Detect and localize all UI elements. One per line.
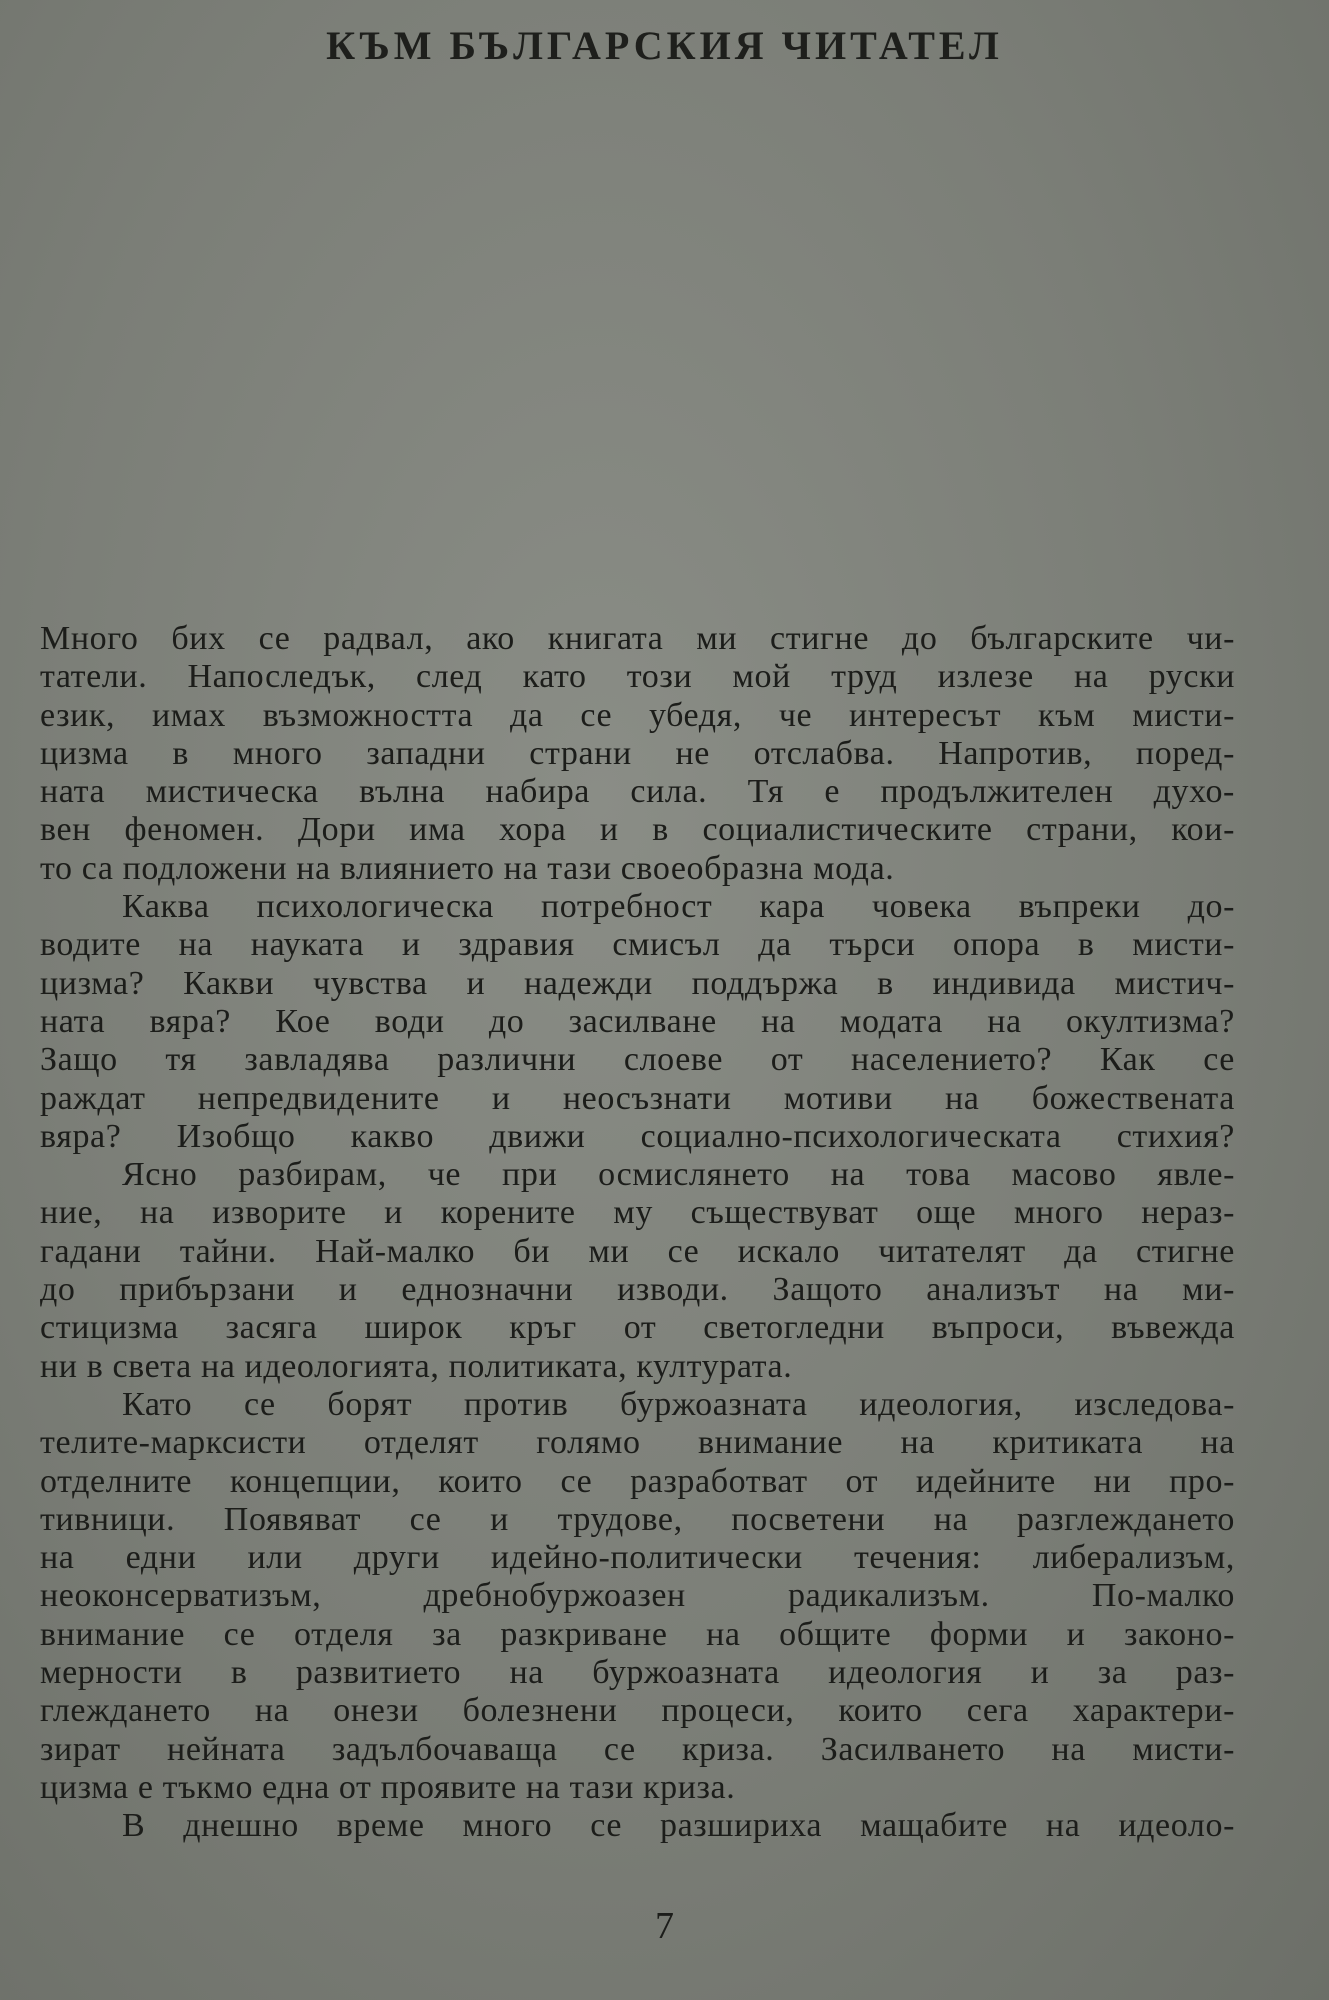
text-line: зират нейната задълбочаваща се криза. Засилването на мисти- [40, 1730, 1235, 1768]
text-line: телите-марксисти отделят голямо внимание на критиката на [40, 1424, 1235, 1462]
text-line: цизма е тъкмо една от проявите на тази криза. [40, 1768, 736, 1806]
text-line: цизма в много западни страни не отслабва. Напротив, поред- [40, 734, 1235, 772]
text-line: В днешно време много се разшириха мащабите на идеоло- [122, 1807, 1235, 1845]
text-line: вен феномен. Дори има хора и в социалистическите страни, кои- [40, 811, 1235, 849]
text-line: ни в света на идеологията, политиката, културата. [40, 1347, 793, 1385]
text-line: Много бих се радвал, ако книгата ми стигне до българските чи- [40, 620, 1235, 657]
text-line: татели. Напоследък, след като този мой труд излезе на руски [40, 658, 1235, 696]
text-line: тивници. Появяват се и трудове, посветени на разглеждането [40, 1500, 1235, 1538]
text-line: ната мистическа вълна набира сила. Тя е продължителен духо- [40, 773, 1235, 811]
text-line: Защо тя завладява различни слоеве от населението? Как се [40, 1041, 1235, 1079]
text-line: глеждането на онези болезнени процеси, които сега характери- [40, 1692, 1235, 1730]
page-title: КЪМ БЪЛГАРСКИЯ ЧИТАТЕЛ [326, 23, 1003, 68]
paragraph-4 [40, 1386, 1235, 1807]
text-line: Каква психологическа потребност кара човека въпреки до- [122, 888, 1235, 926]
text-line: раждат непредвидените и неосъзнати мотиви на божествената [40, 1079, 1235, 1117]
text-line: на едни или други идейно-политически течения: либерализъм, [40, 1539, 1235, 1577]
text-line: водите на науката и здравия смисъл да търси опора в мисти- [40, 926, 1235, 964]
text-line: цизма? Какви чувства и надежди поддържа в индивида мистич- [40, 964, 1235, 1002]
paragraph-2 [40, 888, 1235, 1156]
text-line: език, имах възможността да се убедя, че интересът към мисти- [40, 696, 1235, 734]
body-text [40, 620, 1235, 1846]
text-line: то са подложени на влиянието на тази своеобразна мода. [40, 849, 895, 887]
text-line: неоконсерватизъм, дребнобуржоазен радикализъм. По-малко [40, 1577, 1235, 1615]
text-line: гадани тайни. Най-малко би ми се искало читателят да стигне [40, 1232, 1235, 1270]
text-line: ната вяра? Кое води до засилване на модата на окултизма? [40, 1002, 1235, 1040]
text-line: до прибързани и еднозначни изводи. Защото анализът на ми- [40, 1271, 1235, 1309]
text-line: отделните концепции, които се разработват от идейните ни про- [40, 1462, 1235, 1500]
page-number: 7 [655, 1905, 674, 1947]
text-line: внимание се отделя за разкриване на общите форми и законо- [40, 1615, 1235, 1653]
text-line: ние, на изворите и корените му съществуват още много нераз- [40, 1194, 1235, 1232]
text-line: Ясно разбирам, че при осмислянето на това масово явле- [122, 1156, 1235, 1194]
text-line: вяра? Изобщо какво движи социално-психологическата стихия? [40, 1117, 1235, 1155]
text-line: мерности в развитието на буржоазната идеология и за раз- [40, 1654, 1235, 1692]
text-line: стицизма засяга широк кръг от светогледни въпроси, въвежда [40, 1309, 1235, 1347]
paragraph-1 [40, 620, 1235, 888]
paragraph-3 [40, 1156, 1235, 1386]
text-line: Като се борят против буржоазната идеология, изследова- [122, 1385, 1235, 1423]
paragraph-5 [40, 1807, 1235, 1845]
